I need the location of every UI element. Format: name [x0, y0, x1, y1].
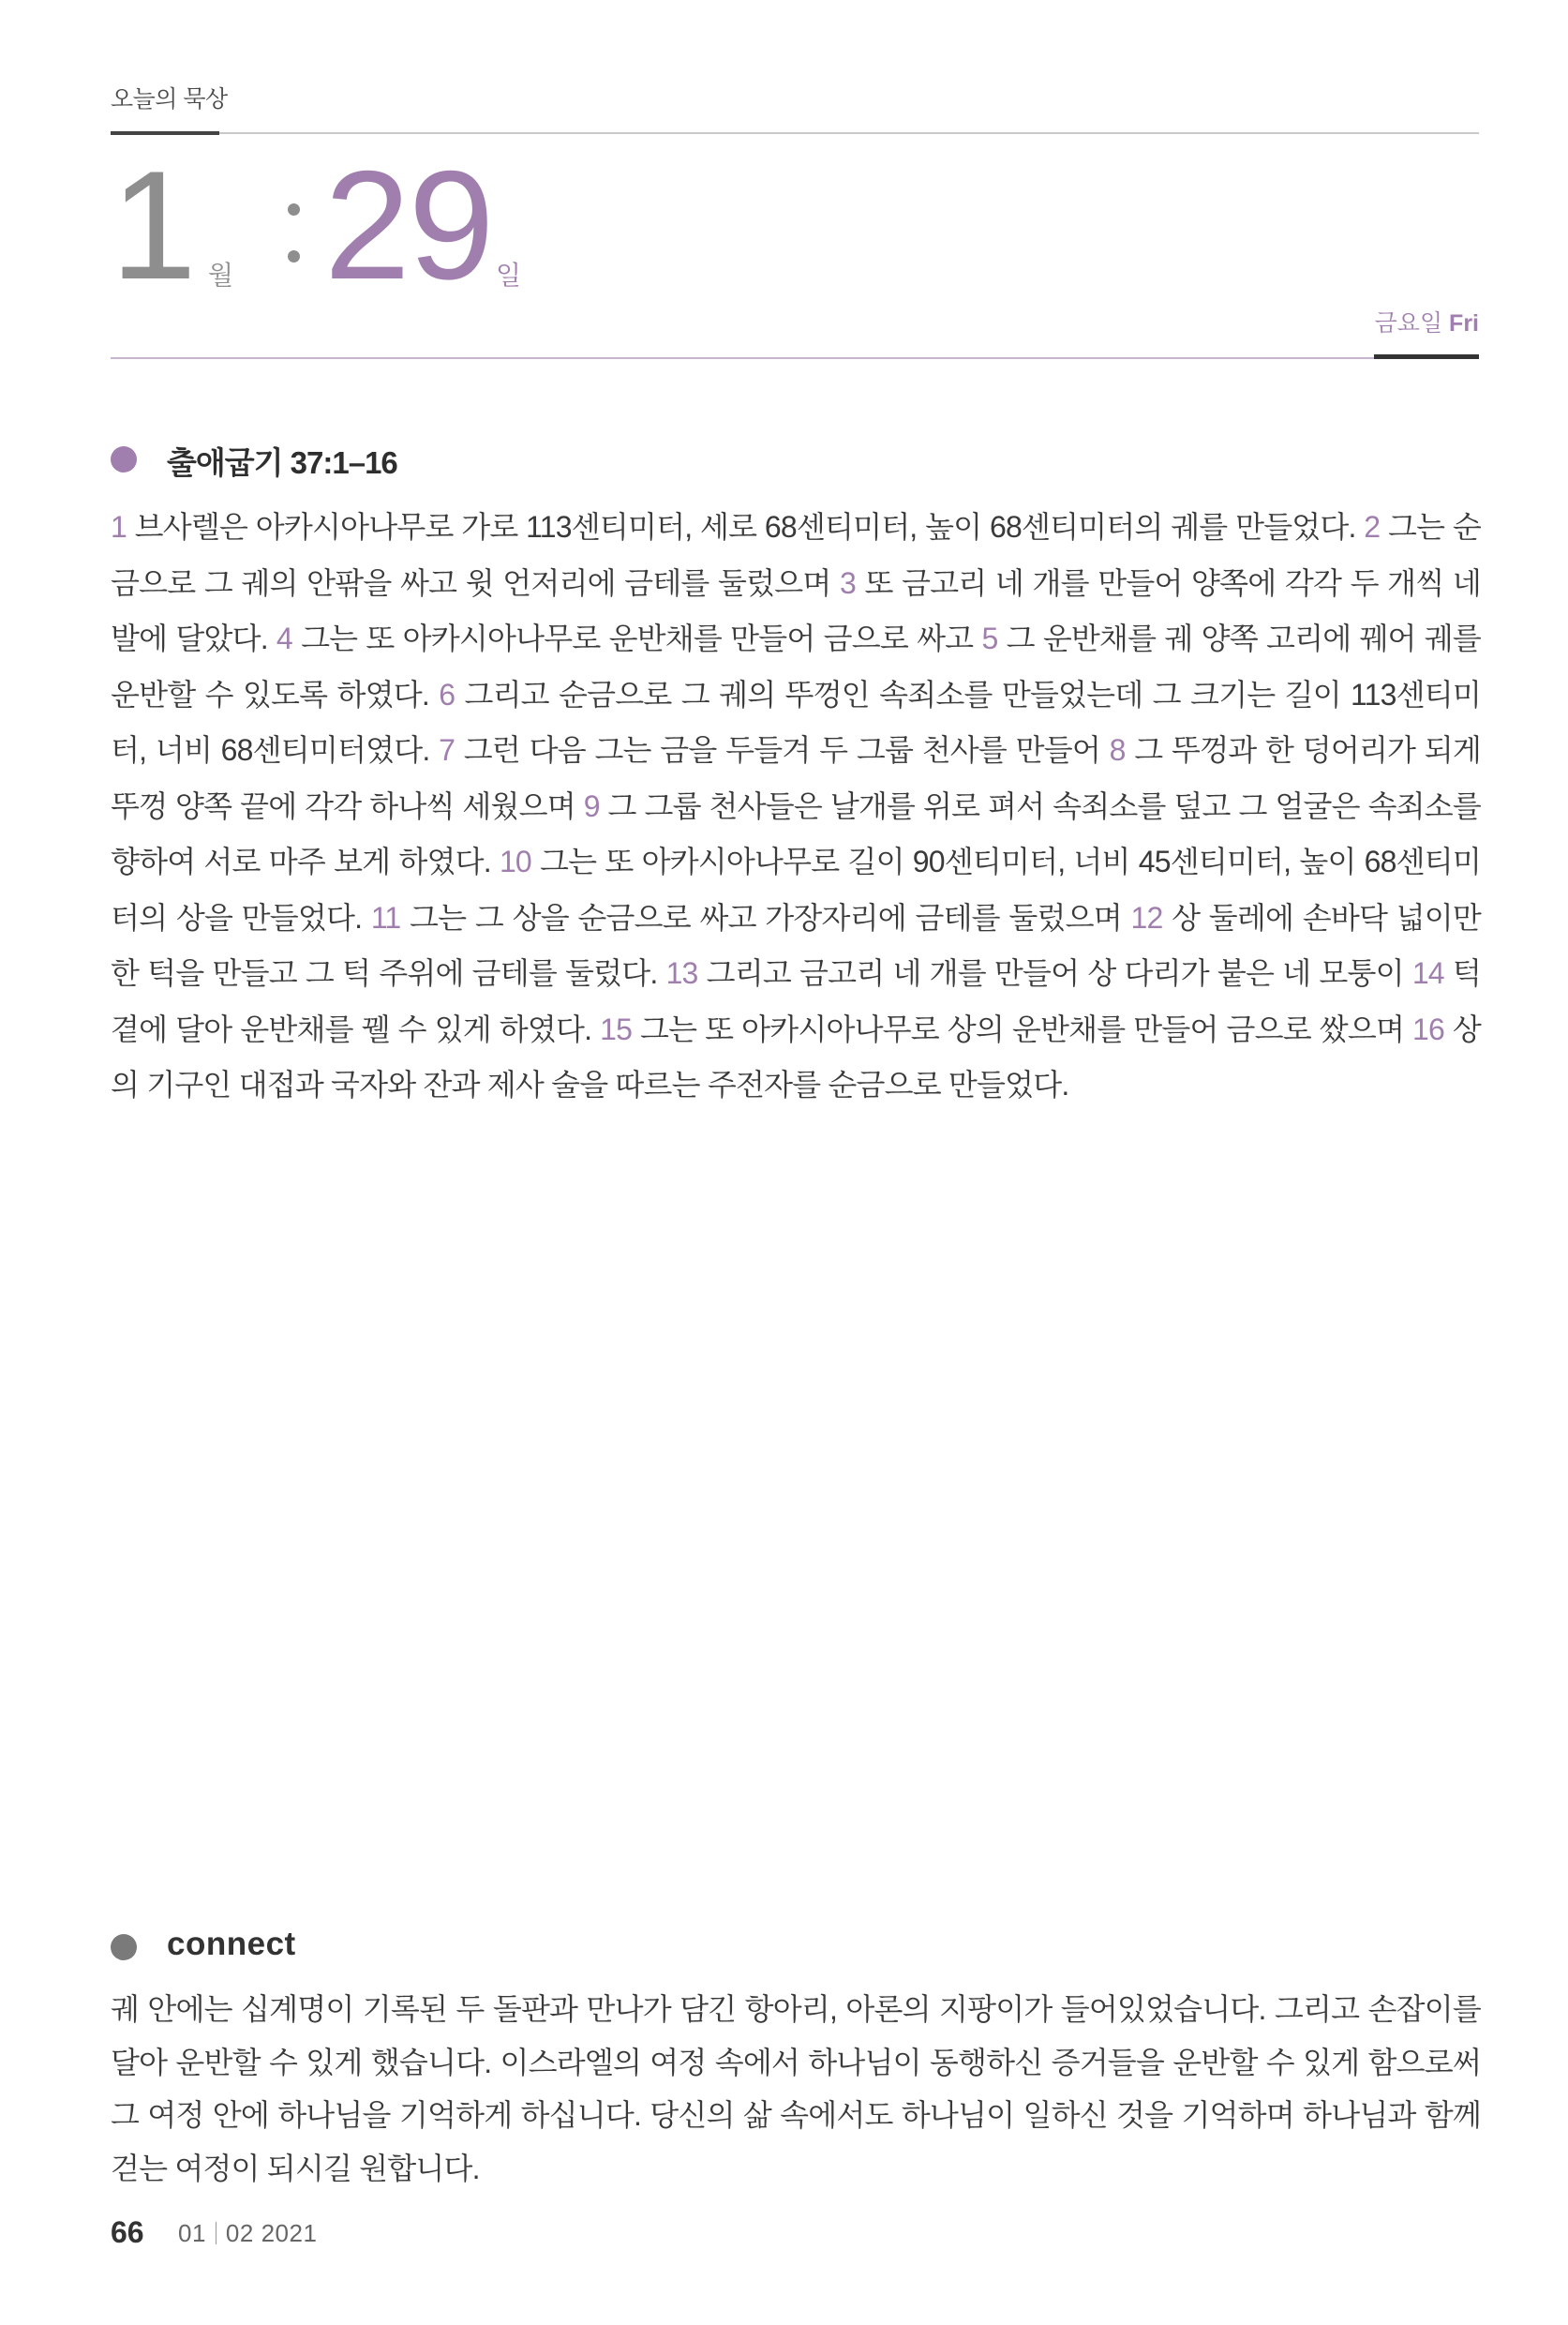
verse-text: 그리고 순금으로 그 궤의 뚜껑인 속죄소를 만들었는데 그 크기는 길이 113센티미터, 너비 68센티미터였다.	[111, 677, 1482, 767]
passage-bullet-icon	[111, 446, 137, 472]
verse-number: 13	[665, 956, 698, 990]
verse-number: 11	[370, 900, 401, 935]
top-divider	[111, 132, 1479, 134]
section-label: 오늘의 묵상	[111, 86, 228, 112]
verse-number: 7	[439, 733, 455, 767]
month-unit: 월	[208, 261, 234, 290]
verse-text: 그는 또 아카시아나무로 상의 운반채를 만들어 금으로 쌌으며	[639, 1012, 1405, 1046]
issue-month: 01	[178, 2219, 206, 2247]
connect-bullet-icon	[111, 1934, 137, 1960]
top-divider-accent	[111, 131, 219, 135]
verse-number: 5	[981, 622, 998, 655]
day-number: 29	[324, 139, 493, 311]
verse-text: 브사렐은 아카시아나무로 가로 113센티미터, 세로 68센티미터, 높이 68센티미터의 궤를 만들었다.	[134, 510, 1356, 544]
verse-number: 3	[839, 565, 856, 600]
verse-number: 6	[439, 677, 455, 712]
verse-text: 그는 또 아카시아나무로 길이 90센티미터, 너비 45센티미터, 높이 68센티미터의 상을 만들었다.	[111, 845, 1482, 935]
weekday-ko: 금요일	[1374, 310, 1443, 337]
verse-number: 8	[1109, 733, 1126, 767]
connect-title: connect	[167, 1926, 296, 1962]
verse-text: 그는 또 아카시아나무로 운반채를 만들어 금으로 싸고	[301, 622, 974, 655]
weekday	[1247, 305, 1479, 338]
verse-text: 상의 기구인 대접과 국자와 잔과 제사 술을 따르는 주전자를 순금으로 만들었다.	[111, 1012, 1482, 1102]
verse-text: 그 뚜껑과 한 덩어리가 되게 뚜껑 양쪽 끝에 각각 하나씩 세웠으며	[111, 733, 1482, 823]
verse-text: 그 그룹 천사들은 날개를 위로 펴서 속죄소를 덮고 그 얼굴은 속죄소를 향하여 서로 마주 보게 하였다.	[111, 788, 1482, 878]
verse-number: 2	[1364, 510, 1381, 544]
verse-number: 12	[1130, 900, 1163, 935]
verse-number: 15	[600, 1012, 633, 1046]
day-unit: 일	[496, 261, 522, 290]
verse-text: 상 둘레에 손바닥 넓이만한 턱을 만들고 그 턱 주위에 금테를 둘렀다.	[111, 900, 1482, 990]
month-number: 1	[111, 139, 193, 311]
passage-reference: 출애굽기 37:1–16	[167, 445, 397, 480]
issue-date-text: 02 2021	[225, 2219, 318, 2247]
verse-number: 16	[1411, 1012, 1444, 1046]
verse-number: 10	[499, 845, 531, 878]
verse-number: 4	[276, 622, 292, 655]
header-divider	[111, 357, 1479, 359]
header-divider-accent	[1374, 354, 1479, 359]
verse-text: 그는 그 상을 순금으로 싸고 가장자리에 금테를 둘렀으며	[410, 900, 1122, 935]
footer-separator	[216, 2222, 217, 2244]
verse-text: 그는 순금으로 그 궤의 안팎을 싸고 윗 언저리에 금테를 둘렀으며	[111, 510, 1481, 600]
date-colon	[268, 192, 324, 277]
weekday-en: Fri	[1449, 310, 1479, 337]
passage-body	[111, 500, 1481, 1114]
verse-number: 14	[1411, 956, 1444, 990]
verse-text: 턱 곁에 달아 운반채를 꿸 수 있게 하였다.	[111, 956, 1482, 1046]
verse-text: 또 금고리 네 개를 만들어 양쪽에 각각 두 개씩 네 발에 달았다.	[111, 565, 1482, 655]
verse-number: 9	[583, 788, 600, 823]
verse-text: 그 운반채를 궤 양쪽 고리에 꿰어 궤를 운반할 수 있도록 하였다.	[111, 622, 1482, 712]
connect-body: 궤 안에는 십계명이 기록된 두 돌판과 만나가 담긴 항아리, 아론의 지팡이가 들어있었습니다. 그리고 손잡이를 달아 운반할 수 있게 했습니다. 이스라엘의 여정 속에서 하나님이 동행하신 증거들을 운반할 수 있게 함으로써 그 여정 안에 하나님을 기억하게 하십니다. 당신의 삶 속에서도 하나님이 일하신 것을 기억하며 하나님과 함께 걷는 여정이 되시길 원합니다.	[111, 1992, 1481, 2185]
verse-number: 1	[111, 510, 127, 544]
issue-date	[178, 2219, 317, 2248]
page-number: 66	[111, 2215, 144, 2249]
verse-text: 그런 다음 그는 금을 두들겨 두 그룹 천사를 만들어	[463, 733, 1100, 767]
verse-text: 그리고 금고리 네 개를 만들어 상 다리가 붙은 네 모퉁이	[706, 956, 1404, 990]
